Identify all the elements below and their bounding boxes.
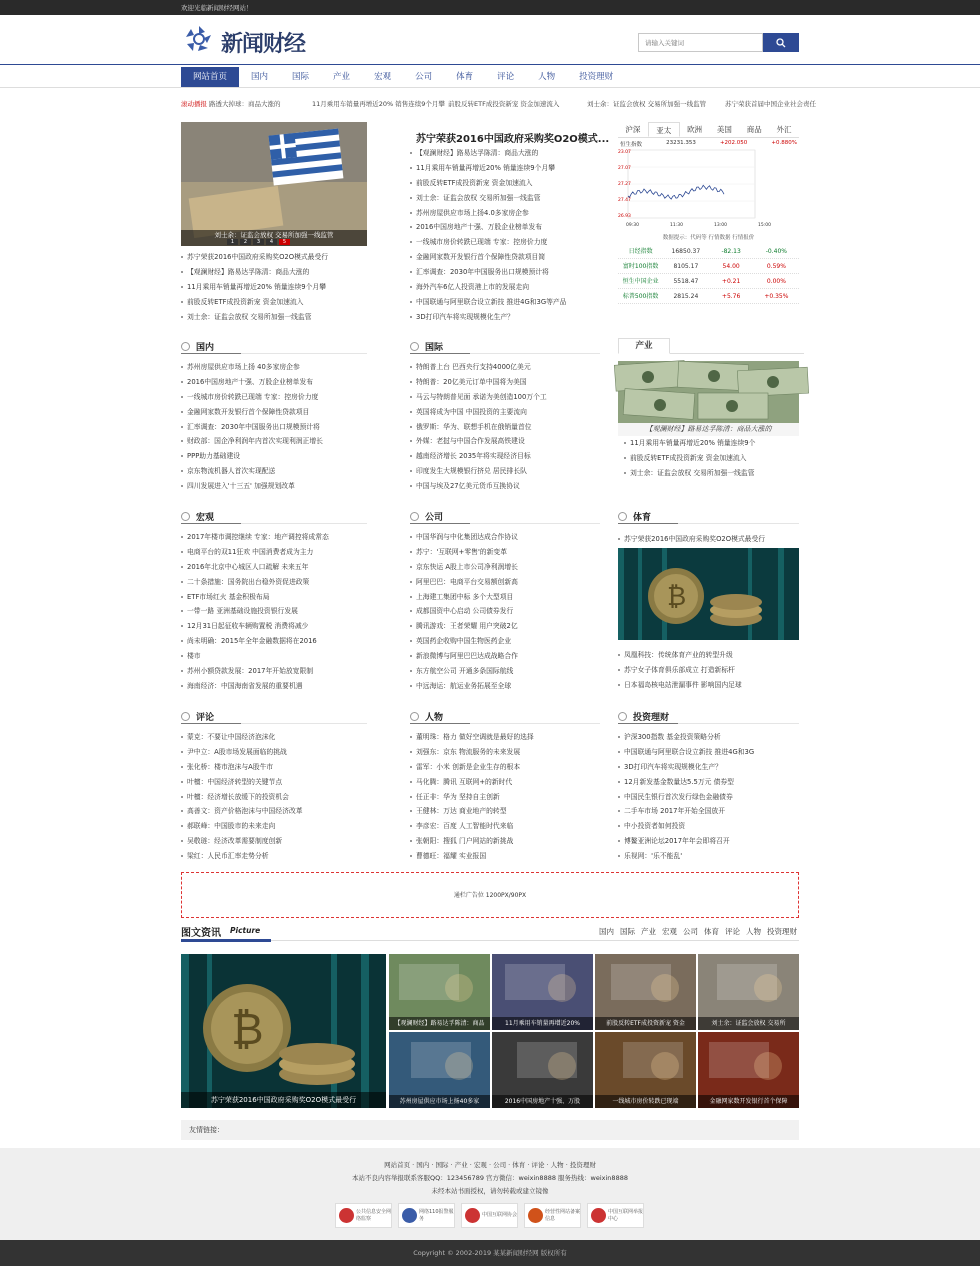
index-name: 恒生指数 bbox=[620, 142, 643, 148]
list-item[interactable]: 一线城市房价转跌已现端 专家：控房价力度 bbox=[410, 235, 600, 250]
picture-thumb[interactable] bbox=[595, 954, 696, 1030]
chanye-image[interactable] bbox=[618, 361, 799, 423]
picture-category-link[interactable]: 评论 bbox=[725, 927, 740, 936]
picture-caption: 前股反转ETF成投资新宠 资金 bbox=[595, 1017, 696, 1030]
nav-item[interactable]: 人物 bbox=[538, 72, 556, 82]
market-tab[interactable]: 外汇 bbox=[776, 125, 792, 134]
list-item[interactable]: 乐视网：'乐不能乱' bbox=[618, 849, 799, 864]
list-item[interactable]: 吴敬琏：经济改革需要制度创新 bbox=[181, 834, 367, 849]
list-item[interactable]: 腾讯游戏：王者荣耀 用户突破2亿 bbox=[410, 619, 600, 634]
list-item[interactable]: 特朗普上台 巴西央行支持4000亿美元 bbox=[410, 360, 600, 375]
section-title[interactable]: 公司 bbox=[425, 513, 444, 523]
svg-text:₿: ₿ bbox=[667, 582, 687, 612]
list-item[interactable]: 董明珠：格力 做好空调就是最好的选择 bbox=[410, 730, 600, 745]
ad-text: 通栏广告位 1200PX/90PX bbox=[453, 892, 527, 899]
list-item[interactable]: 一带一路 亚洲基础设施投资银行发展 bbox=[181, 604, 367, 619]
index-change-pct: +0.880% bbox=[771, 140, 797, 146]
market-chart bbox=[618, 148, 799, 230]
badge-label: 中国互联网举报中心 bbox=[608, 1208, 644, 1222]
picture-category-link[interactable]: 投资理财 bbox=[767, 927, 797, 936]
badge-icon bbox=[465, 1208, 480, 1223]
search-box bbox=[638, 33, 799, 52]
badge-icon bbox=[339, 1208, 354, 1223]
market-index-header bbox=[618, 138, 799, 148]
section-icon bbox=[618, 512, 627, 521]
section-title[interactable]: 国内 bbox=[196, 343, 215, 353]
index-value: 23231.353 bbox=[666, 140, 696, 146]
picture-section-header bbox=[181, 924, 799, 941]
list-item[interactable]: 叶檀：经济增长放缓下的投资机会 bbox=[181, 790, 367, 805]
market-cell: 0.00% bbox=[766, 278, 786, 285]
welcome-text: 欢迎光临新闻财经网站！ bbox=[181, 4, 253, 12]
list-item[interactable]: 四川发展进入'十三五' 加强规划改革 bbox=[181, 479, 367, 494]
section-header bbox=[410, 510, 600, 524]
badge-label: 网络110报警服务 bbox=[419, 1208, 454, 1222]
market-cell: 标普500指数 bbox=[622, 293, 659, 300]
slider-dot-active[interactable]: 5 bbox=[279, 239, 290, 245]
list-item[interactable]: 王健林：万达 商业地产的转型 bbox=[410, 804, 600, 819]
badge-label: 中国互联网协会 bbox=[482, 1212, 518, 1218]
market-row[interactable] bbox=[618, 289, 799, 304]
chart-y-tick: 27.27 bbox=[618, 182, 631, 187]
market-row[interactable] bbox=[618, 274, 799, 289]
search-button[interactable] bbox=[763, 33, 799, 52]
section-header bbox=[618, 710, 799, 724]
list-item[interactable]: 楼市 bbox=[181, 649, 367, 664]
list-item[interactable]: 11月乘用车销量再增近20% 销量连续9个 bbox=[624, 436, 799, 451]
picture-caption: 一线城市房价转跌已现端 bbox=[595, 1095, 696, 1108]
list-item[interactable]: 蒙克：不要让中国经济泡沫化 bbox=[181, 730, 367, 745]
tiyu-image[interactable] bbox=[618, 548, 799, 640]
logo-text: 新闻财经 bbox=[221, 32, 306, 57]
section-icon bbox=[181, 342, 190, 351]
list-item[interactable]: 苏宁荣获2016中国政府采购奖O2O模式最受行 bbox=[618, 532, 799, 547]
list-item[interactable]: 雷军：小米 创新是企业生存的根本 bbox=[410, 760, 600, 775]
footer-badge[interactable] bbox=[524, 1203, 581, 1228]
chart-y-tick: 27.47 bbox=[618, 198, 631, 203]
list-item[interactable]: 金融网家数开发银行首个保障性贷款项目简 bbox=[410, 250, 600, 265]
market-cell: 2815.24 bbox=[673, 293, 699, 300]
picture-thumb[interactable] bbox=[492, 954, 593, 1030]
list-item[interactable]: 海南经济：中国海南省发展的重要机遇 bbox=[181, 679, 367, 694]
picture-category-link[interactable]: 公司 bbox=[683, 927, 698, 936]
chart-y-tick: 27.07 bbox=[618, 166, 631, 171]
section-header bbox=[181, 710, 367, 724]
section-list bbox=[181, 730, 367, 864]
footer-notice: 未经本站书面授权，请勿转载或建立镜像 bbox=[431, 1187, 549, 1195]
section-title[interactable]: 投资理财 bbox=[633, 713, 670, 723]
nav-home[interactable]: 网站首页 bbox=[181, 67, 239, 87]
list-item[interactable]: 苏州房屋供应市场上扬4.0多家房企参 bbox=[410, 206, 600, 221]
list-item[interactable]: 3D打印汽车将实现规模化生产？ bbox=[618, 760, 799, 775]
list-item[interactable]: 中国联通与阿里联合设立新技 推进4G和3G等产品 bbox=[410, 295, 600, 310]
picture-thumb[interactable] bbox=[389, 954, 490, 1030]
market-cell: -82.13 bbox=[721, 248, 741, 255]
nav-item[interactable]: 国内 bbox=[251, 72, 269, 82]
hero-image bbox=[181, 122, 367, 246]
list-item[interactable]: 曹德旺：福耀 实业报国 bbox=[410, 849, 600, 864]
list-item[interactable]: 苏宁女子体育俱乐部成立 打造新标杆 bbox=[618, 663, 799, 678]
ticker-item[interactable]: 11月乘用车销量再增近20% 销售连续9个月攀 bbox=[312, 100, 445, 108]
list-item[interactable]: 苏州房屋供应市场上扬 40多家房企参 bbox=[181, 360, 367, 375]
footer-badge[interactable] bbox=[587, 1203, 644, 1228]
section-header bbox=[618, 338, 804, 354]
list-item[interactable]: 2016中国房地产十强、万股企业榜单发布 bbox=[410, 220, 600, 235]
ticker-item[interactable]: 刘士余：证监会放权 交易所加强一线监管 bbox=[587, 100, 707, 108]
badge-icon bbox=[528, 1208, 543, 1223]
section-header bbox=[410, 710, 600, 724]
list-item[interactable]: 2016中国房地产十强、万股企业榜单发布 bbox=[181, 375, 367, 390]
slider-dot[interactable]: 4 bbox=[266, 239, 277, 245]
title-underline bbox=[181, 939, 271, 942]
list-item[interactable]: 俄罗斯：华为、联想手机在俄销量首位 bbox=[410, 420, 600, 435]
market-tab[interactable]: 欧洲 bbox=[687, 125, 703, 134]
market-widget bbox=[618, 122, 799, 322]
tiyu-top bbox=[618, 532, 799, 547]
section-list bbox=[181, 530, 367, 694]
list-item[interactable]: 成都国资中心启动 公司债券发行 bbox=[410, 604, 600, 619]
list-item[interactable]: 苏州小额贷款发展：2017年开始放宽限制 bbox=[181, 664, 367, 679]
nav-item[interactable]: 体育 bbox=[456, 72, 474, 82]
section-list bbox=[410, 360, 600, 494]
list-item[interactable]: 马云与特朗普见面 承诺为美创造100万个工 bbox=[410, 390, 600, 405]
market-tab[interactable]: 亚太 bbox=[648, 122, 680, 137]
footer-badge[interactable] bbox=[461, 1203, 518, 1228]
list-item[interactable]: PPP助力基础建设 bbox=[181, 449, 367, 464]
list-item[interactable]: 英国将成为中国 中国投资的主要流向 bbox=[410, 405, 600, 420]
section-chanye bbox=[618, 338, 804, 488]
picture-caption: 苏宁荣获2016中国政府采购奖O2O模式最受行 bbox=[181, 1092, 386, 1108]
list-item[interactable]: 张化桥：楼市泡沫与A股牛市 bbox=[181, 760, 367, 775]
market-cell: +0.21 bbox=[721, 278, 741, 285]
list-item[interactable]: 【观澜财经】路易达孚陈清：商品大涨的 bbox=[410, 146, 600, 161]
market-cell: +0.35% bbox=[764, 293, 789, 300]
chart-y-tick: 23.07 bbox=[618, 150, 631, 155]
market-cell: 8105.17 bbox=[673, 263, 699, 270]
market-cell: 5518.47 bbox=[673, 278, 699, 285]
market-table bbox=[618, 244, 799, 304]
slider-dots bbox=[227, 239, 290, 245]
section-list bbox=[618, 730, 799, 864]
logo-icon bbox=[183, 24, 215, 54]
picture-caption: 2016中国房地产十强、万股 bbox=[492, 1095, 593, 1108]
slider-dot[interactable]: 1 bbox=[227, 239, 238, 245]
picture-big[interactable] bbox=[181, 954, 386, 1108]
list-item[interactable]: 前股反转ETF成投资新宠 资金加速流入 bbox=[624, 451, 799, 466]
list-item[interactable]: 12月31日起征收车辆购置税 消费将减少 bbox=[181, 619, 367, 634]
picture-caption: 金融网家数开发银行首个保障 bbox=[698, 1095, 799, 1108]
friend-links-label: 友情链接： bbox=[189, 1126, 224, 1134]
list-item[interactable]: 中国联通与阿里联合设立新技 推进4G和3G bbox=[618, 745, 799, 760]
badge-icon bbox=[591, 1208, 606, 1223]
nav-item[interactable]: 国际 bbox=[292, 72, 310, 82]
market-row[interactable] bbox=[618, 259, 799, 274]
list-item[interactable]: 中国民生银行首次发行绿色金融债券 bbox=[618, 790, 799, 805]
main-nav-bar bbox=[0, 64, 980, 88]
section-header bbox=[618, 510, 799, 524]
section-icon bbox=[410, 512, 419, 521]
section-title[interactable]: 人物 bbox=[425, 713, 444, 723]
news-ticker bbox=[181, 99, 816, 111]
picture-caption: 苏州房屋供应市场上扬40多家 bbox=[389, 1095, 490, 1108]
list-item[interactable]: 【观澜财经】路易达孚陈清：商品大涨的 bbox=[181, 265, 367, 280]
list-item[interactable]: 刘士余：证监会放权 交易所加强一线监管 bbox=[181, 310, 367, 325]
list-item[interactable]: 一线城市房价转跌已现端 专家：控房价力度 bbox=[181, 390, 367, 405]
picture-thumb[interactable] bbox=[389, 1032, 490, 1108]
slider-dot[interactable]: 2 bbox=[240, 239, 251, 245]
section-icon bbox=[410, 342, 419, 351]
picture-thumb[interactable] bbox=[595, 1032, 696, 1108]
ticker-item[interactable]: 前股反转ETF成投资新宠 资金加速流入 bbox=[448, 100, 560, 108]
ticker-label: 滚动播报 bbox=[181, 100, 207, 108]
list-item[interactable]: 任正非：华为 坚持自主创新 bbox=[410, 790, 600, 805]
list-item[interactable]: 二十条措施：国务院出台稳外资促进政策 bbox=[181, 575, 367, 590]
picture-category-link[interactable]: 体育 bbox=[704, 927, 719, 936]
section-header bbox=[181, 340, 367, 354]
list-item[interactable]: 苏宁荣获2016中国政府采购奖O2O模式最受行 bbox=[181, 250, 367, 265]
tiyu-list bbox=[618, 648, 799, 693]
picture-thumb[interactable] bbox=[698, 954, 799, 1030]
list-item[interactable]: 3D打印汽车将实现规模化生产？ bbox=[410, 310, 600, 325]
section-subtitle: Picture bbox=[230, 926, 261, 935]
list-item[interactable]: 印度发生大规模银行挤兑 居民排长队 bbox=[410, 464, 600, 479]
nav-item[interactable]: 投资理财 bbox=[579, 72, 614, 82]
section-list bbox=[181, 360, 367, 494]
nav-item[interactable]: 公司 bbox=[415, 72, 433, 82]
list-item[interactable]: 英国药企收购中国生物医药企业 bbox=[410, 634, 600, 649]
list-item[interactable]: 财政部：国企净利润年内首次实现利润正增长 bbox=[181, 434, 367, 449]
market-note: 数据提示：代码等 行情数据 行情报价 bbox=[662, 235, 755, 241]
chanye-caption[interactable]: 【观澜财经】路易达孚陈清：商品大涨的 bbox=[618, 423, 799, 436]
market-cell: -0.40% bbox=[765, 248, 787, 255]
market-tabs bbox=[618, 122, 799, 138]
list-item[interactable]: 中国华润与中化集团达成合作协议 bbox=[410, 530, 600, 545]
nav-item[interactable]: 产业 bbox=[333, 72, 351, 82]
section-header bbox=[181, 510, 367, 524]
chart-y-tick: 26.93 bbox=[618, 214, 631, 219]
list-item[interactable]: 苏宁：'互联网+零售'的新变革 bbox=[410, 545, 600, 560]
picture-category-link[interactable]: 人物 bbox=[746, 927, 761, 936]
list-item[interactable]: 金融网家数开发银行首个保障性贷款项目 bbox=[181, 405, 367, 420]
section-icon bbox=[181, 712, 190, 721]
market-tab[interactable]: 商品 bbox=[746, 125, 762, 134]
market-tab[interactable]: 美国 bbox=[716, 125, 732, 134]
list-item[interactable]: 中远海运：航运业务拓展至全球 bbox=[410, 679, 600, 694]
picture-category-link[interactable]: 产业 bbox=[641, 927, 656, 936]
badge-icon bbox=[402, 1208, 417, 1223]
footer bbox=[0, 1148, 980, 1240]
list-item[interactable]: 汇率调查：2030年中国服务出口规模预计将 bbox=[410, 265, 600, 280]
market-row[interactable] bbox=[618, 244, 799, 259]
list-item[interactable]: 2017年楼市调控继续 专家：地产调控将成常态 bbox=[181, 530, 367, 545]
picture-caption: 【观澜财经】路易达孚陈清：商品 bbox=[389, 1017, 490, 1030]
section-icon bbox=[410, 712, 419, 721]
list-item[interactable]: 李彦宏：百度 人工智能时代来临 bbox=[410, 819, 600, 834]
list-item[interactable]: 2016年北京中心城区人口疏解 未来五年 bbox=[181, 560, 367, 575]
section-list bbox=[410, 730, 600, 864]
list-item[interactable]: 越南经济增长 2035年将实现经济目标 bbox=[410, 449, 600, 464]
main-nav bbox=[181, 67, 625, 87]
list-item[interactable]: 海外汽车6亿人投资港上市的发展走向 bbox=[410, 280, 600, 295]
section-icon bbox=[181, 512, 190, 521]
list-item[interactable]: 外媒：老挝与中国合作发展高铁建设 bbox=[410, 434, 600, 449]
list-item[interactable]: 11月乘用车销量再增近20% 销量连续9个月攀 bbox=[181, 280, 367, 295]
picture-thumb[interactable] bbox=[492, 1032, 593, 1108]
list-item[interactable]: 日本福岛核电站泄漏事件 影响国内足球 bbox=[618, 678, 799, 693]
picture-thumb[interactable] bbox=[698, 1032, 799, 1108]
footer-links[interactable]: 网站首页 · 国内 · 国际 · 产业 · 宏观 · 公司 · 体育 · 评论 · 人物 · 投资理财 bbox=[384, 1161, 596, 1169]
list-item[interactable]: 二手车市场 2017年开始全国放开 bbox=[618, 804, 799, 819]
ticker-item[interactable]: 苏宁荣获首届中国企业社会责任 bbox=[725, 100, 816, 108]
picture-caption: 11月乘用车销量再增近20% bbox=[492, 1017, 593, 1030]
list-item[interactable]: 汇率调查：2030年中国服务出口规模预计将 bbox=[181, 420, 367, 435]
market-cell: 日经指数 bbox=[628, 248, 653, 255]
svg-text:₿: ₿ bbox=[231, 1004, 264, 1055]
market-cell: 54.00 bbox=[722, 263, 740, 270]
chart-x-tick: 11:30 bbox=[670, 223, 683, 228]
hero-news-list bbox=[181, 250, 367, 324]
list-item[interactable]: 尹中立：A股市场发展面临的挑战 bbox=[181, 745, 367, 760]
search-input[interactable] bbox=[638, 33, 763, 52]
list-item[interactable]: 前股反转ETF成投资新宠 资金加速流入 bbox=[181, 295, 367, 310]
slider-dot[interactable]: 3 bbox=[253, 239, 264, 245]
list-item[interactable]: 高善文：资产价格泡沫与中国经济改革 bbox=[181, 804, 367, 819]
ad-banner[interactable] bbox=[181, 872, 799, 918]
list-item[interactable]: 沪深300指数 基金投资策略分析 bbox=[618, 730, 799, 745]
market-cell: +5.76 bbox=[721, 293, 741, 300]
market-cell: 16850.37 bbox=[671, 248, 701, 255]
chart-x-tick: 13:00 bbox=[714, 223, 727, 228]
list-item[interactable]: 尚未明确：2015年全年金融数据将在2016 bbox=[181, 634, 367, 649]
list-item[interactable]: 刘士余：证监会放权 交易所加强一线监管 bbox=[624, 466, 799, 481]
market-cell: 富时100指数 bbox=[622, 263, 659, 270]
header bbox=[0, 15, 980, 65]
site-logo[interactable] bbox=[183, 24, 313, 56]
list-item[interactable]: 刘士余：证监会放权 交易所加强一线监管 bbox=[410, 191, 600, 206]
section-title[interactable]: 宏观 bbox=[196, 513, 215, 523]
market-tab[interactable]: 沪深 bbox=[625, 125, 641, 134]
picture-category-link[interactable]: 国际 bbox=[620, 927, 635, 936]
chart-x-tick: 09:30 bbox=[626, 223, 639, 228]
section-title: 图文资讯 bbox=[181, 928, 221, 939]
friend-links bbox=[181, 1120, 799, 1140]
footer-badge[interactable] bbox=[335, 1203, 392, 1228]
copyright: Copyright © 2002-2019 某某新闻财经网 版权所有 bbox=[0, 1240, 980, 1266]
list-item[interactable]: ETF市场红火 基金积极布局 bbox=[181, 590, 367, 605]
list-item[interactable]: 中国与埃及27亿美元货币互换协议 bbox=[410, 479, 600, 494]
list-item[interactable]: 中小投资者如何投资 bbox=[618, 819, 799, 834]
footer-badges bbox=[335, 1203, 644, 1228]
chart-x-tick: 15:00 bbox=[758, 223, 771, 228]
market-cell: 恒生中国企业 bbox=[622, 278, 659, 285]
hero-caption: 刘士余：证监会放权 交易所加强一线监管 bbox=[181, 230, 367, 246]
picture-caption: 刘士余：证监会放权 交易所 bbox=[698, 1017, 799, 1030]
section-header bbox=[410, 340, 600, 354]
list-item[interactable]: 张朝阳：搜狐 门户网站的新挑战 bbox=[410, 834, 600, 849]
list-item[interactable]: 博鳌亚洲论坛2017年年会即将召开 bbox=[618, 834, 799, 849]
nav-item[interactable]: 评论 bbox=[497, 72, 515, 82]
list-item[interactable]: 电商平台的双11狂欢 中国消费者成为主力 bbox=[181, 545, 367, 560]
ticker-item[interactable]: 路透大掉球：商品大涨的 bbox=[209, 100, 281, 108]
section-list bbox=[410, 530, 600, 694]
footer-contact: 本站不良内容举报联系客服QQ：123456789 官方微信：weixin8888 服务热线：weixin8888 bbox=[352, 1174, 628, 1182]
list-item[interactable]: 上海建工集团中标 多个大型项目 bbox=[410, 590, 600, 605]
list-item[interactable]: 11月乘用车销量再增近20% 销量连续9个月攀 bbox=[410, 161, 600, 176]
list-item[interactable]: 前股反转ETF成投资新宠 资金加速流入 bbox=[410, 176, 600, 191]
list-item[interactable]: 梁红：人民币汇率走势分析 bbox=[181, 849, 367, 864]
list-item[interactable]: 阿里巴巴：电商平台交易额创新高 bbox=[410, 575, 600, 590]
list-item[interactable]: 新浪微博与阿里巴巴达成战略合作 bbox=[410, 649, 600, 664]
footer-badge[interactable] bbox=[398, 1203, 455, 1228]
list-item[interactable]: 马化腾：腾讯 互联网+的新时代 bbox=[410, 775, 600, 790]
section-title[interactable]: 体育 bbox=[633, 513, 652, 523]
list-item[interactable]: 特朗普：20亿美元订单中国将为美国 bbox=[410, 375, 600, 390]
market-cell: 0.59% bbox=[766, 263, 786, 270]
hero-slider[interactable] bbox=[181, 122, 367, 246]
list-item[interactable]: 京东快运 A股上市公司净利润增长 bbox=[410, 560, 600, 575]
headline-title[interactable]: 苏宁荣获2016中国政府采购奖O2O模式... bbox=[416, 134, 610, 145]
picture-category-links bbox=[599, 926, 797, 937]
list-item[interactable]: 叶檀：中国经济转型的关键节点 bbox=[181, 775, 367, 790]
list-item[interactable]: 东方航空公司 开通多条国际航线 bbox=[410, 664, 600, 679]
list-item[interactable]: 郝联峰：中国股市的未来走向 bbox=[181, 819, 367, 834]
search-icon bbox=[776, 38, 786, 48]
badge-label: 公共信息安全网络监察 bbox=[356, 1208, 392, 1222]
picture-category-link[interactable]: 国内 bbox=[599, 927, 614, 936]
section-title[interactable]: 评论 bbox=[196, 713, 215, 723]
list-item[interactable]: 刘强东：京东 物流服务的未来发展 bbox=[410, 745, 600, 760]
section-icon bbox=[618, 712, 627, 721]
badge-label: 经营性网站备案信息 bbox=[545, 1208, 581, 1222]
headline-news-list bbox=[410, 146, 600, 325]
section-title[interactable]: 产业 bbox=[618, 338, 670, 354]
list-item[interactable]: 凤凰科技：传统体育产业的转型升级 bbox=[618, 648, 799, 663]
top-bar bbox=[0, 0, 980, 15]
picture-category-link[interactable]: 宏观 bbox=[662, 927, 677, 936]
index-change: +202.050 bbox=[719, 140, 748, 146]
list-item[interactable]: 12月新发基金数量达5.5万元 债券型 bbox=[618, 775, 799, 790]
list-item[interactable]: 京东物流机器人首次实现配送 bbox=[181, 464, 367, 479]
chanye-list bbox=[624, 436, 799, 481]
nav-item[interactable]: 宏观 bbox=[374, 72, 392, 82]
section-title[interactable]: 国际 bbox=[425, 343, 444, 353]
